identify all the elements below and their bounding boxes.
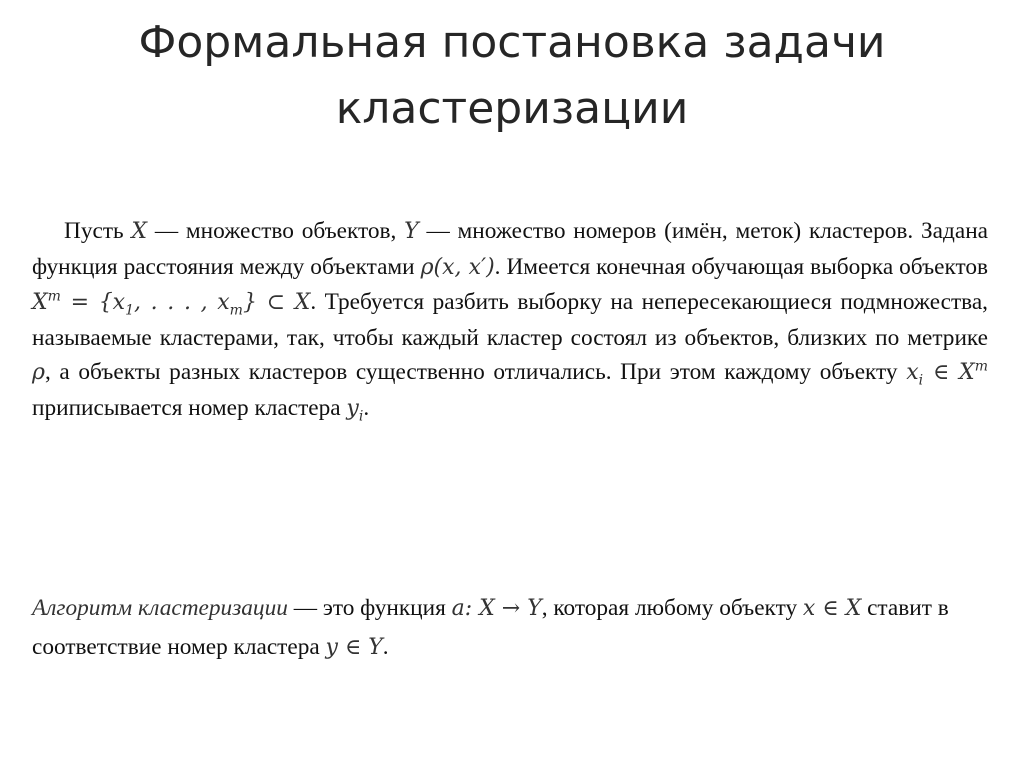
text-segment: Пусть <box>64 218 124 244</box>
math-training-sample <box>32 288 311 319</box>
math-a: a <box>451 596 465 621</box>
text-segment: . <box>363 394 370 421</box>
algorithm-paragraph <box>32 589 972 667</box>
text-segment: — множество объектов, <box>154 218 397 244</box>
math-in-xm-sup: m <box>974 359 988 376</box>
slide-title <box>40 10 984 142</box>
definition-paragraph <box>32 214 988 427</box>
math-x-in-x: x ∈ X <box>802 596 862 621</box>
math-xi-base: x <box>906 360 919 386</box>
math-sub-1: 1 <box>125 302 135 319</box>
math-y-in-y: y ∈ Y <box>325 635 383 660</box>
text-segment: , а объекты разных кластеров существенно отличались. При этом каждому объекту <box>44 359 898 386</box>
math-xm-base: X <box>32 290 48 316</box>
math-set-end: } ⊂ X <box>242 290 311 316</box>
math-set-open: = {x <box>70 290 126 316</box>
text-segment: ставит в соответствие номер кластера <box>32 595 949 660</box>
text-segment: . Требуется разбить выборку на непересекающиеся подмножества, называемые кластерами, так, чтобы каждый кластер состоял из объектов, близких по метрике <box>32 289 988 351</box>
text-segment: . <box>382 634 389 660</box>
text-segment: приписывается номер кластера <box>32 394 341 421</box>
text-segment: . Имеется конечная обучающая выборка объектов <box>494 253 989 280</box>
algorithm-term: Алгоритм кластеризации <box>32 595 288 621</box>
math-sub-m: m <box>229 302 243 319</box>
math-rho-args: (x, x′) <box>433 254 495 280</box>
math-xi-sub: i <box>918 372 924 389</box>
math-object-xi <box>906 359 988 389</box>
math-distance-function <box>421 255 495 280</box>
math-function-a <box>452 596 542 621</box>
math-map: : X → Y <box>464 596 542 621</box>
math-in-xm: ∈ X <box>932 360 975 386</box>
math-label-yi <box>346 395 364 425</box>
math-rho: ρ <box>32 360 45 386</box>
math-set-y: Y <box>404 219 419 244</box>
text-segment: — множество номеров (имён, меток) кластеров. Задана функция расстояния между объектами <box>32 218 989 280</box>
math-rho-symbol: ρ <box>420 254 434 280</box>
math-yi-sub: i <box>358 408 364 425</box>
text-segment: , которая любому объекту <box>541 595 798 621</box>
math-set-mid: , . . . , x <box>134 290 230 316</box>
slide-title-line1: Формальная постановка задачи <box>138 17 886 68</box>
math-yi-base: y <box>346 395 359 421</box>
math-set-x: X <box>131 219 148 244</box>
slide-title-line2: кластеризации <box>335 83 689 134</box>
math-xm-sup: m <box>47 288 61 305</box>
text-segment: — это функция <box>293 595 446 621</box>
